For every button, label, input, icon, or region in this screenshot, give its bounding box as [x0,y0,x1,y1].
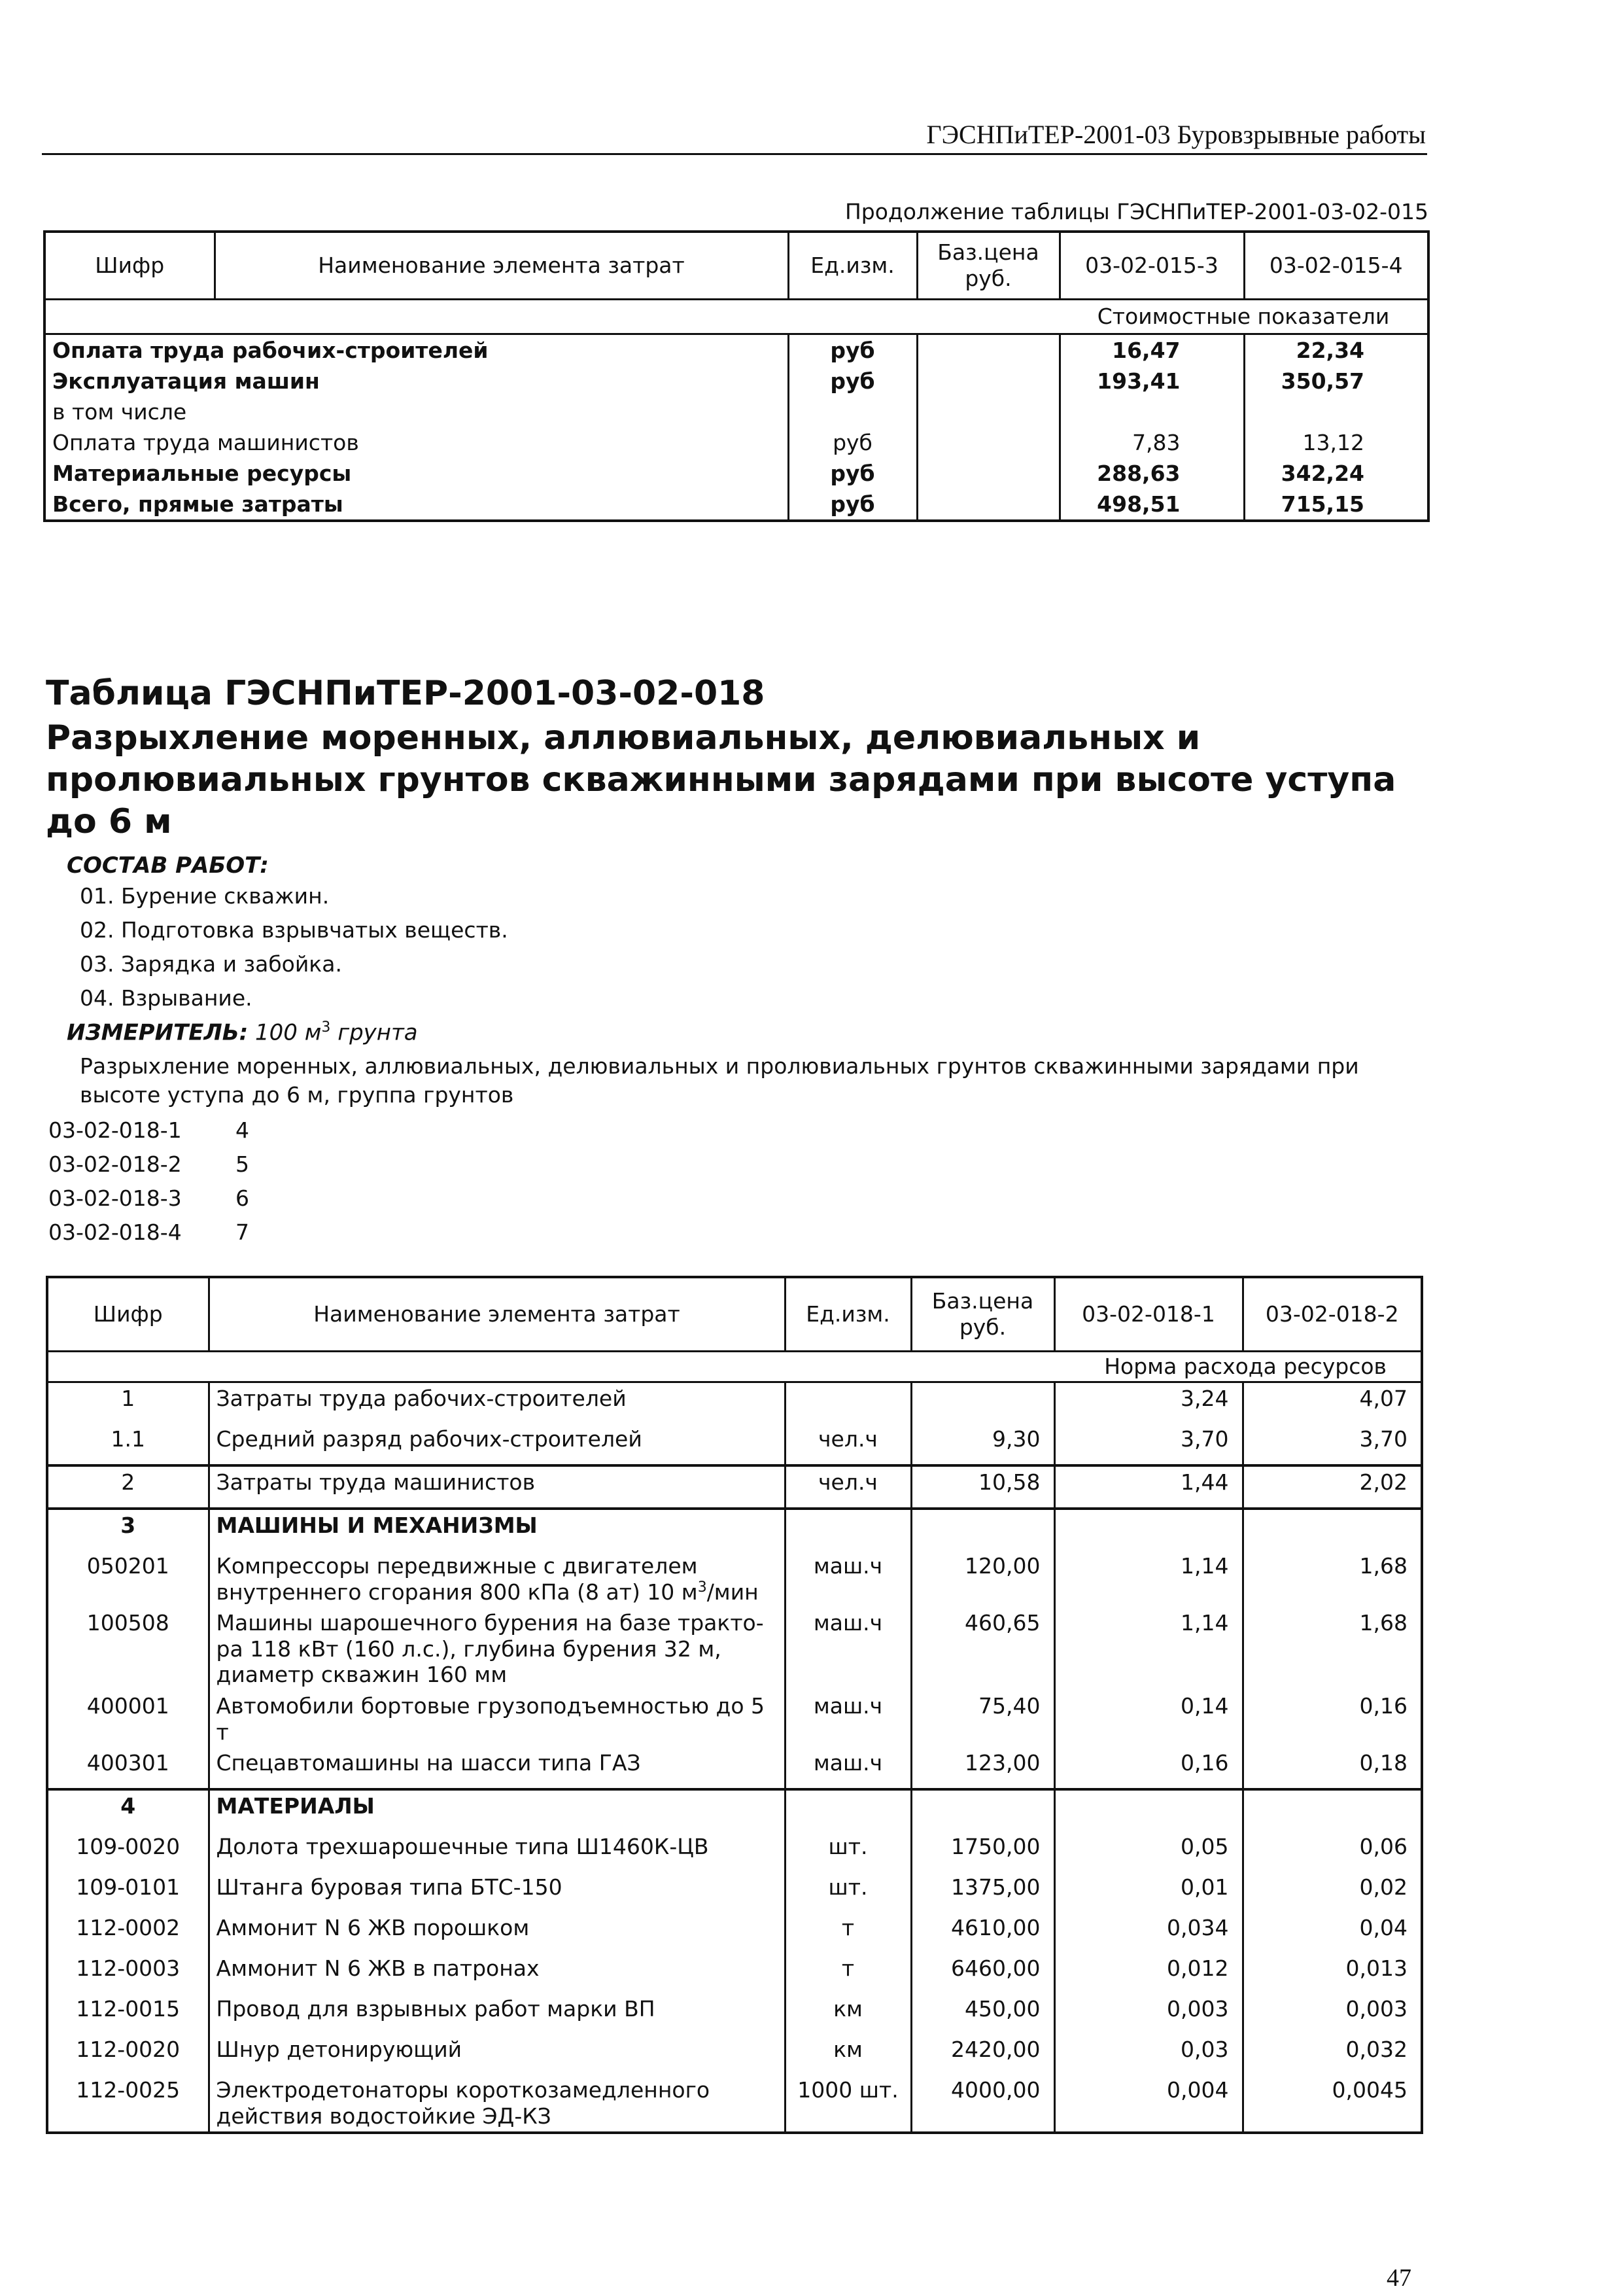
row-name: МАТЕРИАЛЫ [209,1789,785,1831]
column-header: 03-02-018-1 [1054,1277,1243,1352]
row-code: 050201 [47,1550,209,1607]
row-code: 1 [47,1382,209,1424]
table-row [44,427,1428,458]
row-code: 2 [47,1465,209,1509]
table-row [47,2075,1422,2133]
work-item: 03. Зарядка и забойка. [80,951,342,977]
row-value: 0,02 [1243,1872,1422,1912]
column-header: Ед.изм. [785,1277,911,1352]
table-section-row [47,1789,1422,1831]
row-price: 123,00 [911,1747,1054,1789]
table-row [44,334,1428,366]
table-header-row [44,232,1428,300]
table-row [44,489,1428,521]
column-header: Ед.изм. [788,232,917,300]
description [80,1052,1427,1110]
page-number: 47 [1387,2264,1411,2292]
column-header: Шифр [44,232,215,300]
column-header: 03-02-018-2 [1243,1277,1422,1352]
row-value: 0,003 [1243,1993,1422,2034]
table-row [47,1953,1422,1993]
column-header: Баз.цена руб. [911,1277,1054,1352]
row-value: 0,032 [1243,2034,1422,2075]
table-row [47,1831,1422,1872]
row-unit: км [785,2034,911,2075]
row-price: 4610,00 [911,1912,1054,1953]
variant-group: 7 [235,1219,249,1245]
resource-norms-table [46,1276,1423,2134]
column-header: Наименование элемента затрат [215,232,788,300]
meter-label: ИЗМЕРИТЕЛЬ: [67,1019,249,1046]
table-row [47,1550,1422,1607]
row-unit: шт. [785,1831,911,1872]
row-name: Затраты труда рабочих-строителей [209,1382,785,1424]
table-row [47,1465,1422,1509]
row-code: 112-0003 [47,1953,209,1993]
table-row [44,396,1428,427]
row-price: 75,40 [911,1691,1054,1747]
row-code: 4 [47,1789,209,1831]
row-unit: маш.ч [785,1607,911,1691]
row-value: 0,004 [1054,2075,1243,2133]
meter [67,1019,418,1045]
description-line: высоте уступа до 6 м, группа грунтов [80,1082,514,1108]
table-row [47,1691,1422,1747]
table-row [47,1993,1422,2034]
table-continuation-caption: Продолжение таблицы ГЭСНПиТЕР-2001-03-02-015 [844,199,1428,224]
cost-indicators-table [43,230,1430,522]
row-unit: руб [788,366,917,396]
column-header: Шифр [47,1277,209,1352]
table-subtitle-line: до 6 м [46,802,172,841]
row-value: 0,012 [1054,1953,1243,1993]
variant-code: 03-02-018-3 [48,1185,182,1211]
row-name: МАШИНЫ И МЕХАНИЗМЫ [209,1509,785,1550]
row-name: Средний разряд рабочих-строителей [209,1424,785,1465]
row-value: 193,41 [1060,366,1244,396]
row-value: 3,24 [1054,1382,1243,1424]
table-row [47,1912,1422,1953]
table-row [44,366,1428,396]
work-item: 01. Бурение скважин. [80,883,330,909]
row-unit: маш.ч [785,1691,911,1747]
row-unit: руб [788,427,917,458]
row-code: 100508 [47,1607,209,1691]
row-code: 400001 [47,1691,209,1747]
row-name: Аммонит N 6 ЖВ порошком [209,1912,785,1953]
row-unit: км [785,1993,911,2034]
row-unit: т [785,1912,911,1953]
row-name: Материальные ресурсы [44,458,788,489]
variant-group: 6 [235,1185,249,1211]
row-unit: т [785,1953,911,1993]
row-value: 1,68 [1243,1550,1422,1607]
row-value: 0,06 [1243,1831,1422,1872]
row-name: Машины шарошечного бурения на базе тракто-ра 118 кВт (160 л.с.), глубина бурения 32 м, диаметр скважин 160 мм [209,1607,785,1691]
row-value: 3,70 [1054,1424,1243,1465]
work-item: 02. Подготовка взрывчатых веществ. [80,917,508,943]
row-value: 0,16 [1054,1747,1243,1789]
row-name: в том числе [44,396,788,427]
variant-code: 03-02-018-4 [48,1219,182,1245]
table-row [47,1607,1422,1691]
row-code: 109-0101 [47,1872,209,1912]
row-unit: руб [788,489,917,521]
running-header: ГЭСНПиТЕР-2001-03 Буровзрывные работы [926,120,1426,149]
works-heading: СОСТАВ РАБОТ: [67,852,269,879]
row-value: 13,12 [1244,427,1428,458]
row-unit: руб [788,334,917,366]
row-value: 1,44 [1054,1465,1243,1509]
row-value: 0,05 [1054,1831,1243,1872]
row-value: 22,34 [1244,334,1428,366]
row-price: 6460,00 [911,1953,1054,1993]
table-subheader-row [47,1352,1422,1382]
table-section-row [47,1509,1422,1550]
row-name [209,1550,785,1607]
row-price: 9,30 [911,1424,1054,1465]
row-name: Эксплуатация машин [44,366,788,396]
table-row [47,2034,1422,2075]
row-price: 4000,00 [911,2075,1054,2133]
row-value: 0,0045 [1243,2075,1422,2133]
row-unit: маш.ч [785,1747,911,1789]
row-code: 1.1 [47,1424,209,1465]
row-name: Автомобили бортовые грузоподъемностью до 5 т [209,1691,785,1747]
subheader-label: Стоимостные показатели [1060,300,1428,334]
table-subtitle-line: пролювиальных грунтов скважинными зарядами при высоте уступа [46,760,1396,799]
column-header: Баз.цена руб. [917,232,1060,300]
row-name: Всего, прямые затраты [44,489,788,521]
row-value: 342,24 [1244,458,1428,489]
column-header: 03-02-015-3 [1060,232,1244,300]
row-price: 1750,00 [911,1831,1054,1872]
row-name: Шнур детонирующий [209,2034,785,2075]
row-name: Аммонит N 6 ЖВ в патронах [209,1953,785,1993]
row-price: 450,00 [911,1993,1054,2034]
row-value: 0,03 [1054,2034,1243,2075]
variant-group: 4 [235,1117,249,1143]
row-code: 112-0020 [47,2034,209,2075]
row-value: 288,63 [1060,458,1244,489]
row-name: Оплата труда машинистов [44,427,788,458]
row-code: 112-0025 [47,2075,209,2133]
row-name: Электродетонаторы короткозамедленного действия водостойкие ЭД-КЗ [209,2075,785,2133]
row-code: 3 [47,1509,209,1550]
row-value: 1,68 [1243,1607,1422,1691]
table-header-row [47,1277,1422,1352]
meter-sup: 3 [321,1019,331,1036]
table-subtitle-line: Разрыхление моренных, аллювиальных, делювиальных и [46,718,1201,758]
row-name-text: /мин [706,1579,759,1605]
work-item: 04. Взрывание. [80,985,252,1011]
description-line: Разрыхление моренных, аллювиальных, делювиальных и пролювиальных грунтов скважинными зарядами при [80,1053,1359,1079]
table-subheader-row [44,300,1428,334]
row-price: 460,65 [911,1607,1054,1691]
row-value: 0,04 [1243,1912,1422,1953]
row-code: 112-0015 [47,1993,209,2034]
column-header: 03-02-015-4 [1244,232,1428,300]
row-value: 7,83 [1060,427,1244,458]
row-unit: маш.ч [785,1550,911,1607]
header-rule [42,153,1427,155]
table-title: Таблица ГЭСНПиТЕР-2001-03-02-018 [46,674,765,713]
column-header: Наименование элемента затрат [209,1277,785,1352]
row-name-sup: 3 [697,1579,707,1596]
row-name: Спецавтомашины на шасси типа ГАЗ [209,1747,785,1789]
row-value: 1,14 [1054,1607,1243,1691]
row-value: 715,15 [1244,489,1428,521]
row-name: Долота трехшарошечные типа Ш1460К-ЦВ [209,1831,785,1872]
row-name-text: Компрессоры передвижные с двигателем внутреннего сгорания 800 кПа (8 ат) 10 м [216,1553,698,1605]
row-value: 0,003 [1054,1993,1243,2034]
row-code: 109-0020 [47,1831,209,1872]
row-value: 3,70 [1243,1424,1422,1465]
table-row [47,1747,1422,1789]
row-value: 0,034 [1054,1912,1243,1953]
row-unit: шт. [785,1872,911,1912]
row-name: Штанга буровая типа БТС-150 [209,1872,785,1912]
row-value: 16,47 [1060,334,1244,366]
row-value: 4,07 [1243,1382,1422,1424]
variant-code: 03-02-018-2 [48,1151,182,1177]
row-code: 400301 [47,1747,209,1789]
row-unit: руб [788,458,917,489]
row-price: 120,00 [911,1550,1054,1607]
row-value: 0,14 [1054,1691,1243,1747]
variant-code: 03-02-018-1 [48,1117,182,1143]
subheader-label: Норма расхода ресурсов [47,1352,1422,1382]
table-row [44,458,1428,489]
row-name: Оплата труда рабочих-строителей [44,334,788,366]
meter-unit: грунта [337,1019,418,1046]
row-unit: 1000 шт. [785,2075,911,2133]
row-value: 1,14 [1054,1550,1243,1607]
row-price: 2420,00 [911,2034,1054,2075]
variant-group: 5 [235,1151,249,1177]
row-unit: чел.ч [785,1424,911,1465]
meter-value: 100 м [255,1019,322,1046]
row-value: 350,57 [1244,366,1428,396]
row-value: 2,02 [1243,1465,1422,1509]
row-name: Затраты труда машинистов [209,1465,785,1509]
row-value: 0,013 [1243,1953,1422,1993]
row-unit: чел.ч [785,1465,911,1509]
row-value: 0,01 [1054,1872,1243,1912]
row-value: 0,16 [1243,1691,1422,1747]
row-value: 0,18 [1243,1747,1422,1789]
row-name: Провод для взрывных работ марки ВП [209,1993,785,2034]
row-price: 1375,00 [911,1872,1054,1912]
table-row [47,1424,1422,1465]
row-code: 112-0002 [47,1912,209,1953]
table-row [47,1872,1422,1912]
row-value: 498,51 [1060,489,1244,521]
table-row [47,1382,1422,1424]
row-price: 10,58 [911,1465,1054,1509]
